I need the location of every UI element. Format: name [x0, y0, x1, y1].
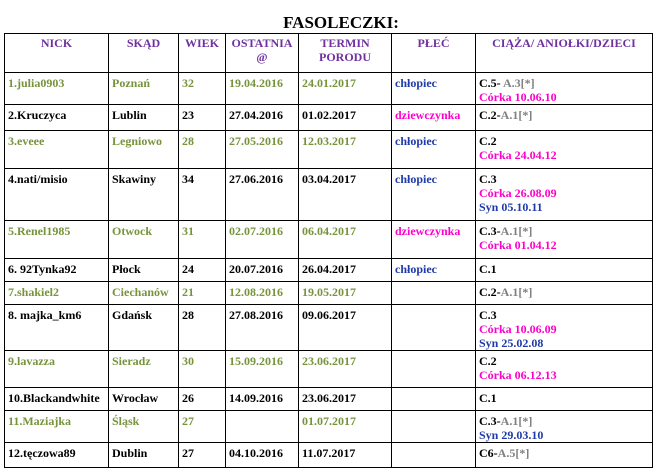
ciaza-line [479, 322, 649, 336]
cell-ostatnia: 12.08.2016 [226, 282, 299, 305]
cell-ciaza [476, 411, 653, 443]
ciaza-line [479, 446, 649, 460]
cell-ostatnia: 14.09.2016 [226, 388, 299, 411]
cell-ostatnia: 02.07.2016 [226, 221, 299, 259]
ciaza-segment: C.3 [479, 172, 497, 186]
cell-wiek: 27 [179, 411, 226, 443]
header-sklad: SKĄD [109, 34, 179, 73]
cell-wiek: 27 [179, 443, 226, 468]
cell-nick: 5.Renel1985 [5, 221, 109, 259]
ciaza-line [479, 428, 649, 442]
cell-ciaza [476, 169, 653, 221]
cell-nick: 11.Maziajka [5, 411, 109, 443]
table-row [5, 259, 653, 282]
cell-ostatnia: 27.04.2016 [226, 105, 299, 131]
header-wiek: WIEK [179, 34, 226, 73]
ciaza-line [479, 262, 649, 276]
cell-wiek: 32 [179, 73, 226, 105]
table-row [5, 73, 653, 105]
ciaza-line [479, 238, 649, 252]
cell-plec: chłopiec [392, 73, 476, 105]
ciaza-segment: C.2 [479, 354, 497, 368]
cell-termin: 19.05.2017 [299, 282, 392, 305]
cell-nick: 7.shakiel2 [5, 282, 109, 305]
ciaza-segment: Syn 05.10.11 [479, 200, 543, 214]
ciaza-line [479, 134, 649, 148]
document-title: FASOLECZKI: [283, 13, 399, 32]
table-row [5, 131, 653, 169]
cell-ciaza [476, 388, 653, 411]
table-row [5, 169, 653, 221]
cell-ostatnia: 27.05.2016 [226, 131, 299, 169]
header-row [5, 34, 653, 73]
cell-wiek: 26 [179, 388, 226, 411]
header-ostatnia: OSTATNIA @ [226, 34, 299, 73]
cell-ciaza [476, 282, 653, 305]
cell-wiek: 21 [179, 282, 226, 305]
table-row [5, 282, 653, 305]
ciaza-segment: Córka 10.06.09 [479, 322, 557, 336]
ciaza-line [479, 76, 649, 90]
header-plec: PŁEĆ [392, 34, 476, 73]
cell-ciaza [476, 259, 653, 282]
cell-nick: 2.Kruczyca [5, 105, 109, 131]
ciaza-line [479, 285, 649, 299]
ciaza-line [479, 200, 649, 214]
ciaza-segment: Syn 29.03.10 [479, 428, 544, 442]
cell-termin: 01.02.2017 [299, 105, 392, 131]
table-row [5, 351, 653, 388]
cell-termin: 23.06.2017 [299, 388, 392, 411]
cell-termin: 01.07.2017 [299, 411, 392, 443]
ciaza-segment: A.3[*] [500, 76, 535, 90]
ciaza-segment: C.3- [479, 414, 501, 428]
cell-sklad: Wrocław [109, 388, 179, 411]
ciaza-segment: Syn 25.02.08 [479, 336, 544, 350]
cell-sklad: Sieradz [109, 351, 179, 388]
cell-ciaza [476, 131, 653, 169]
ciaza-line [479, 148, 649, 162]
cell-ostatnia: 20.07.2016 [226, 259, 299, 282]
cell-wiek: 28 [179, 305, 226, 351]
cell-sklad: Skawiny [109, 169, 179, 221]
cell-termin: 26.04.2017 [299, 259, 392, 282]
cell-sklad: Otwock [109, 221, 179, 259]
table-row [5, 305, 653, 351]
ciaza-line [479, 108, 649, 122]
cell-plec: chłopiec [392, 259, 476, 282]
ciaza-line [479, 354, 649, 368]
cell-termin: 24.01.2017 [299, 73, 392, 105]
cell-termin: 23.06.2017 [299, 351, 392, 388]
ciaza-line [479, 90, 649, 104]
cell-plec: dziewczynka [392, 221, 476, 259]
cell-wiek: 30 [179, 351, 226, 388]
ciaza-line [479, 172, 649, 186]
document-sheet [4, 13, 652, 468]
ciaza-line [479, 391, 649, 405]
ciaza-line [479, 224, 649, 238]
cell-ciaza [476, 73, 653, 105]
ciaza-segment: C.3 [479, 308, 497, 322]
cell-plec [392, 351, 476, 388]
ciaza-segment: Córka 24.04.12 [479, 148, 557, 162]
cell-nick: 9.lavazza [5, 351, 109, 388]
cell-termin: 11.07.2017 [299, 443, 392, 468]
cell-plec [392, 305, 476, 351]
header-termin: TERMIN PORODU [299, 34, 392, 73]
cell-plec: chłopiec [392, 169, 476, 221]
ciaza-segment: A.5[*] [497, 446, 530, 460]
cell-ciaza [476, 221, 653, 259]
cell-ostatnia: 27.08.2016 [226, 305, 299, 351]
cell-ostatnia [226, 411, 299, 443]
ciaza-segment: C.2 [479, 134, 497, 148]
ciaza-segment: A.1[*] [500, 285, 533, 299]
cell-nick: 4.nati/misio [5, 169, 109, 221]
ciaza-segment: Córka 10.06.10 [479, 90, 557, 104]
ciaza-segment: C.5- [479, 76, 501, 90]
cell-plec [392, 282, 476, 305]
cell-wiek: 31 [179, 221, 226, 259]
cell-sklad: Śląsk [109, 411, 179, 443]
ciaza-segment: C.2- [479, 108, 501, 122]
cell-ostatnia: 15.09.2016 [226, 351, 299, 388]
ciaza-segment: A.1[*] [500, 414, 533, 428]
cell-nick: 12.tęczowa89 [5, 443, 109, 468]
table-row [5, 221, 653, 259]
cell-sklad: Ciechanów [109, 282, 179, 305]
cell-sklad: Płock [109, 259, 179, 282]
cell-ciaza [476, 305, 653, 351]
cell-termin: 12.03.2017 [299, 131, 392, 169]
cell-plec [392, 411, 476, 443]
ciaza-segment: Córka 26.08.09 [479, 186, 557, 200]
cell-sklad: Poznań [109, 73, 179, 105]
ciaza-segment: Córka 01.04.12 [479, 238, 557, 252]
table-row [5, 388, 653, 411]
cell-plec: dziewczynka [392, 105, 476, 131]
table-row [5, 411, 653, 443]
ciaza-line [479, 186, 649, 200]
cell-ciaza [476, 351, 653, 388]
table-row [5, 105, 653, 131]
ciaza-line [479, 308, 649, 322]
cell-termin: 03.04.2017 [299, 169, 392, 221]
cell-nick: 1.julia0903 [5, 73, 109, 105]
ciaza-segment: C.3- [479, 224, 501, 238]
table-body [5, 73, 653, 468]
cell-sklad: Lublin [109, 105, 179, 131]
cell-ostatnia: 27.06.2016 [226, 169, 299, 221]
cell-termin: 06.04.2017 [299, 221, 392, 259]
cell-wiek: 24 [179, 259, 226, 282]
ciaza-line [479, 336, 649, 350]
cell-wiek: 34 [179, 169, 226, 221]
ciaza-segment: C.2- [479, 285, 501, 299]
cell-nick: 3.eveee [5, 131, 109, 169]
ciaza-segment: A.1[*] [500, 224, 533, 238]
participants-table [4, 33, 653, 468]
header-nick: NICK [5, 34, 109, 73]
ciaza-segment: Córka 06.12.13 [479, 368, 557, 382]
cell-plec: chłopiec [392, 131, 476, 169]
ciaza-segment: C.1 [479, 391, 497, 405]
cell-nick: 6. 92Tynka92 [5, 259, 109, 282]
cell-nick: 10.Blackandwhite [5, 388, 109, 411]
ciaza-segment: C.1 [479, 262, 497, 276]
cell-ostatnia: 04.10.2016 [226, 443, 299, 468]
cell-plec [392, 388, 476, 411]
ciaza-line [479, 368, 649, 382]
cell-ciaza [476, 105, 653, 131]
cell-termin: 09.06.2017 [299, 305, 392, 351]
ciaza-line [479, 414, 649, 428]
cell-ostatnia: 19.04.2016 [226, 73, 299, 105]
cell-sklad: Legniowo [109, 131, 179, 169]
cell-sklad: Gdańsk [109, 305, 179, 351]
cell-nick: 8. majka_km6 [5, 305, 109, 351]
cell-wiek: 28 [179, 131, 226, 169]
ciaza-segment: C6- [479, 446, 498, 460]
header-ciaza: CIĄŻA/ ANIOŁKI/DZIECI [476, 34, 653, 73]
ciaza-segment: A.1[*] [500, 108, 533, 122]
cell-sklad: Dublin [109, 443, 179, 468]
cell-wiek: 23 [179, 105, 226, 131]
